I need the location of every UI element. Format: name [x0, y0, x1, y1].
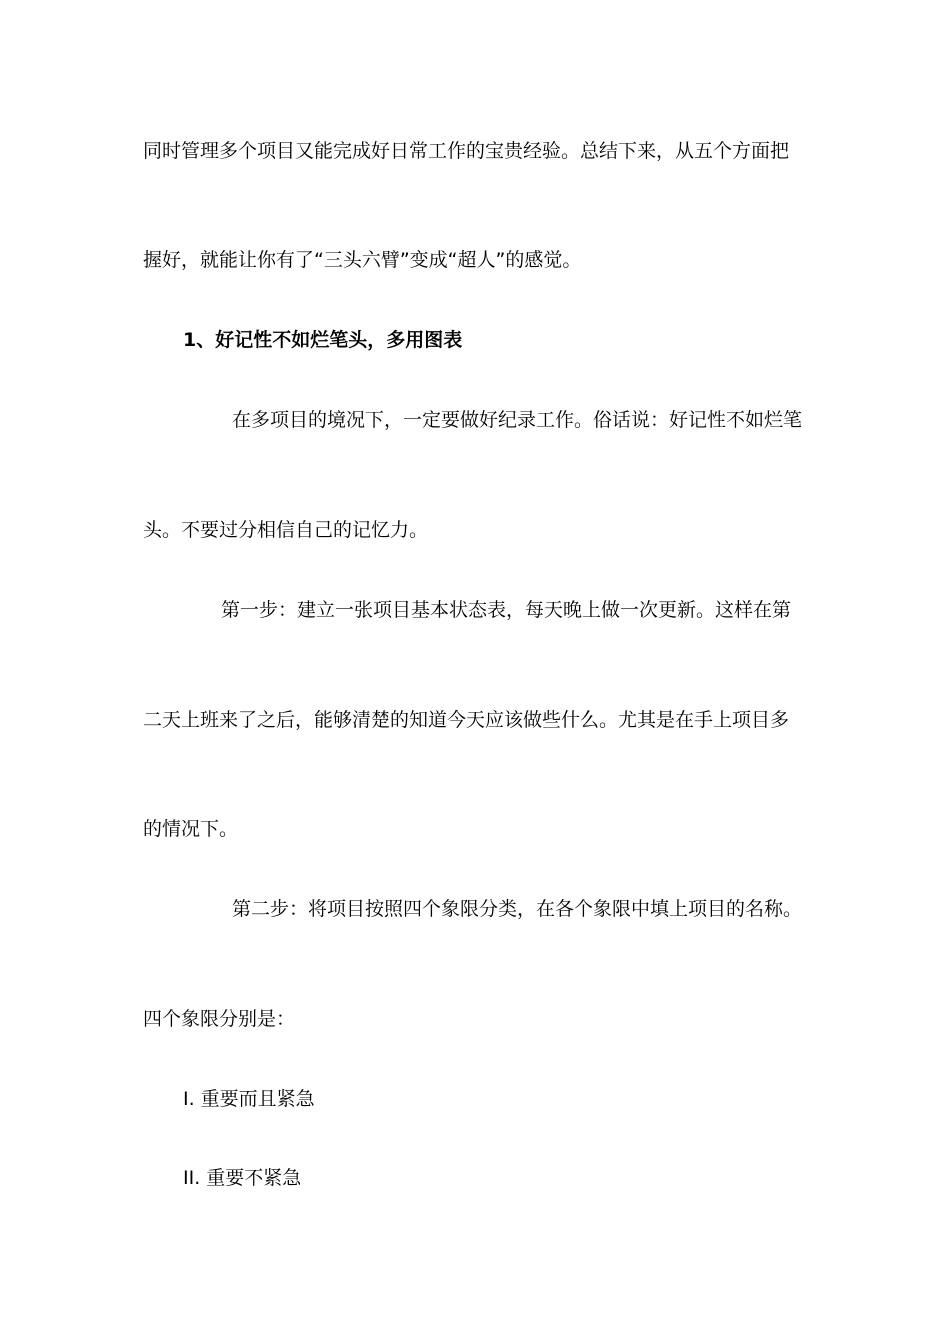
paragraph-intro-line-2: 握好，就能让你有了“三头六臂”变成“超人”的感觉。 [143, 249, 582, 271]
section-heading-1: 1、好记性不如烂笔头，多用图表 [183, 329, 463, 351]
paragraph-step1-line-1: 第一步：建立一张项目基本状态表，每天晚上做一次更新。这样在第 [221, 599, 792, 621]
list-item-quadrant-2: II. 重要不紧急 [183, 1167, 302, 1189]
paragraph-step1-line-2: 二天上班来了之后，能够清楚的知道今天应该做些什么。尤其是在手上项目多 [143, 709, 790, 731]
paragraph-records-line-1: 在多项目的境况下，一定要做好纪录工作。俗话说：好记性不如烂笔 [232, 409, 803, 431]
paragraph-step2-line-2: 四个象限分别是： [143, 1008, 296, 1030]
paragraph-intro-line-1: 同时管理多个项目又能完成好日常工作的宝贵经验。总结下来，从五个方面把 [143, 140, 790, 162]
paragraph-records-line-2: 头。不要过分相信自己的记忆力。 [143, 519, 429, 541]
paragraph-step1-line-3: 的情况下。 [143, 818, 239, 840]
paragraph-step2-line-1: 第二步：将项目按照四个象限分类，在各个象限中填上项目的名称。 [232, 898, 803, 920]
list-item-quadrant-1: I. 重要而且紧急 [183, 1088, 315, 1110]
